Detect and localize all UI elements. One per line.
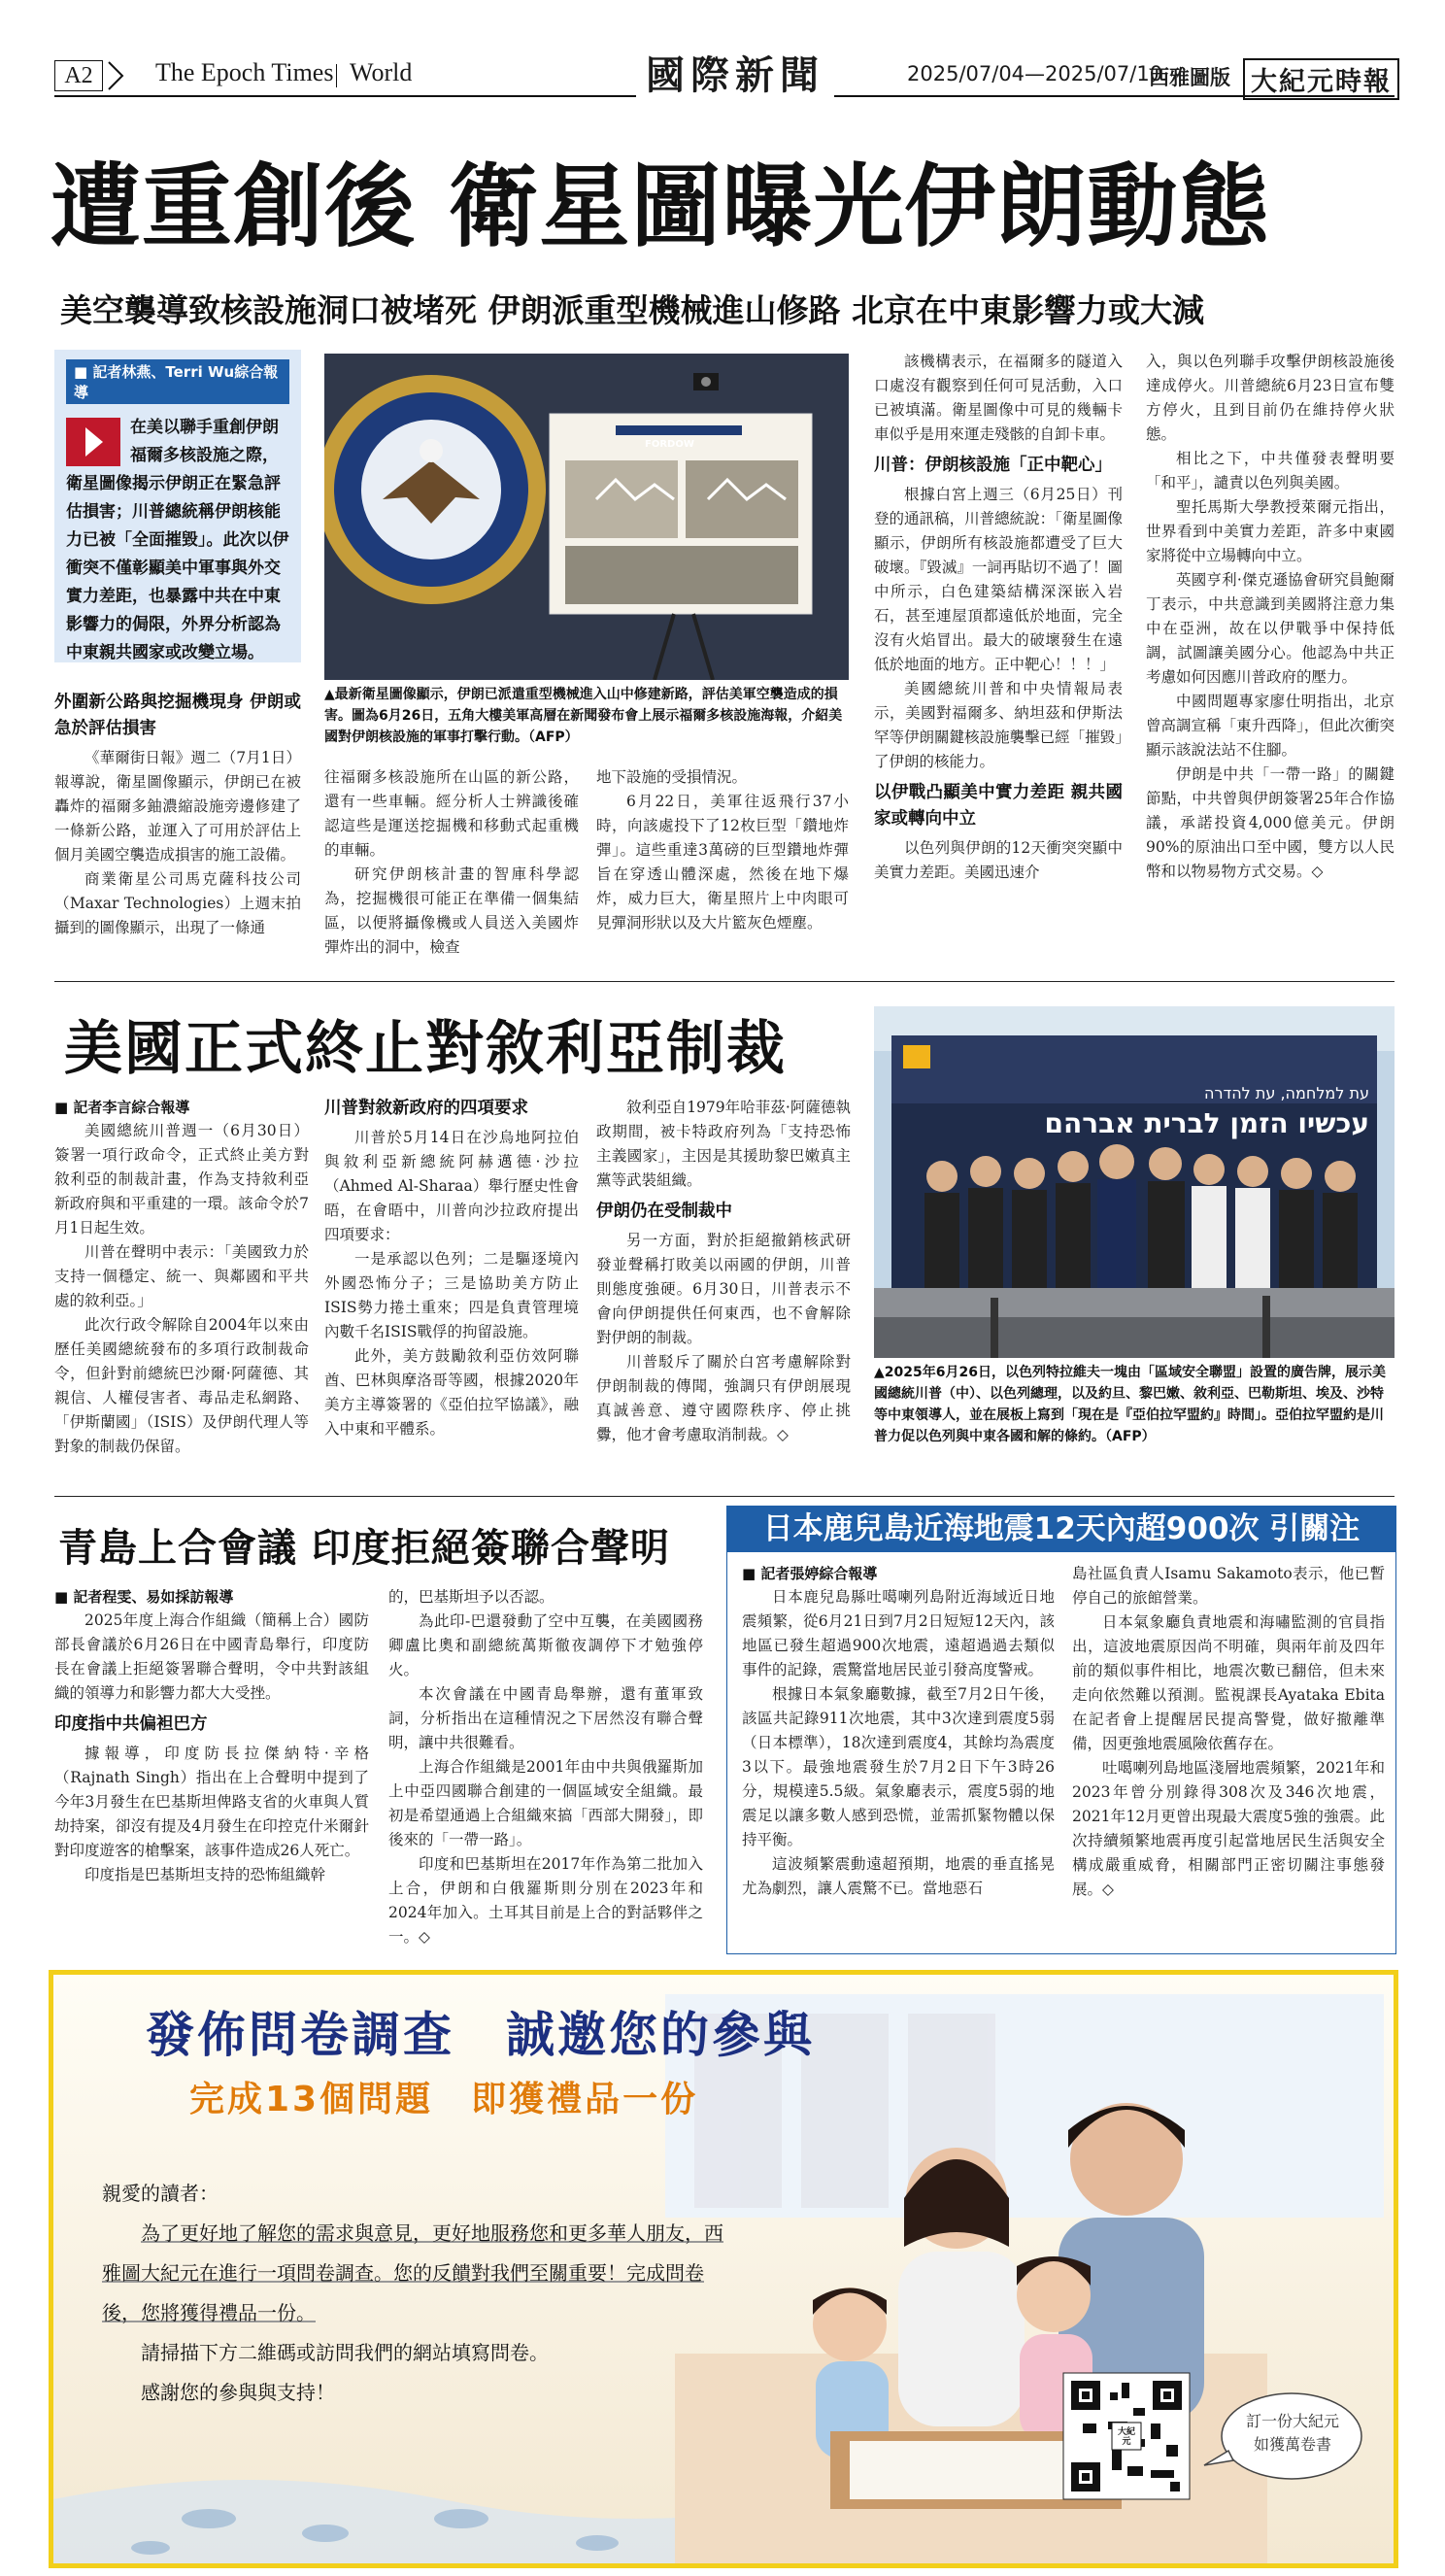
article2-column-2 [324, 1096, 579, 1484]
ad-thanks: 感謝您的參與與支持！ [141, 2381, 335, 2404]
paragraph: 敘利亞自1979年哈菲茲·阿薩德執政期間，被卡特政府列為「支持恐怖主義國家」，主因是其援助黎巴嫩真主黨等武裝組織。 [596, 1099, 851, 1189]
byline: ■ 記者張婷綜合報導 [742, 1562, 1055, 1585]
subheading: 川普對敘新政府的四項要求 [324, 1099, 528, 1118]
paragraph: 印度和巴基斯坦在2017年作為第二批加入上合，伊朗和白俄羅斯則分別在2023年和2024年加入。土耳其目前是上合的對話夥伴之一。◇ [388, 1855, 703, 1946]
paragraph: 根據白宮上週三（6月25日）刊登的通訊稿，川普總統說：「衛星圖像顯示，伊朗所有核設施都遭受了巨大破壞。『毀滅』一詞再貼切不過了！圖中所示，白色建築結構深深嵌入岩石，甚至連屋頂都遠低於地面，完全沒有火焰冒出。最大的破壞發生在遠低於地面的地方。正中靶心！！！」 [874, 486, 1123, 673]
ad-letter [102, 2174, 723, 2413]
summary-box [54, 350, 301, 662]
article1-column-5 [1146, 350, 1395, 962]
subheading: 印度指中共偏袒巴方 [54, 1714, 208, 1734]
byline-tag: ■ 記者林燕、Terri Wu綜合報導 [66, 359, 289, 404]
paragraph: 往福爾多核設施所在山區的新公路，還有一些車輛。經分析人士辨識後確認這些是運送挖掘機和移動式起重機的車輛。 [324, 768, 579, 859]
billboard-main-text: עכשיו הזמן לברית אברהם [1044, 1107, 1369, 1139]
article3-column-2 [388, 1585, 703, 1952]
paragraph: 英國亨利·傑克遜協會研究員鮑爾丁表示，中共意識到美國將注意力集中在亞洲，故在以伊戰爭中保持低調，試圖讓美國分心。他認為中共正考慮如何因應川普政府的壓力。 [1146, 571, 1395, 686]
page-number: A2 [54, 60, 103, 91]
paragraph: 《華爾街日報》週二（7月1日）報導說，衛星圖像顯示，伊朗已在被轟炸的福爾多鈾濃縮設施旁邊修建了一條新公路，並運入了可用於評估上個月美國空襲造成損害的施工設備。 [54, 749, 301, 864]
byline: ■ 記者程雯、易如採訪報導 [54, 1585, 369, 1609]
india-headline: 青島上合會議 印度拒絕簽聯合聲明 [58, 1526, 670, 1571]
paragraph: 吐噶喇列島地區淺層地震頻繁，2021年和2023年曾分別錄得308次及346次地震，2021年12月更曾出現最大震度5強的強震。此次持續頻繁地震再度引起當地居民生活與安全構成嚴重威脅，相關部門正密切關注事態發展。◇ [1072, 1759, 1385, 1898]
ad-cta-bubble: 訂一份大紀元 如獲萬卷書 [1245, 2412, 1339, 2454]
paragraph: 伊朗是中共「一帶一路」的關鍵節點，中共曾與伊朗簽署25年合作協議，承諾投資4,000億美元。伊朗90%的原油出口至中國，雙方以人民幣和以物易物方式交易。◇ [1146, 765, 1395, 880]
syria-headline: 美國正式終止對敘利亞制裁 [64, 1015, 787, 1083]
photo-caption: ▲2025年6月26日，以色列特拉維夫一塊由「區域安全聯盟」設置的廣告牌，展示美國總統川普（中）、以色列總理，以及約旦、黎巴嫩、敘利亞、巴勒斯坦、埃及、沙特等中東領導人，並在展板上寫到「現在是『亞伯拉罕盟約』時間」。亞伯拉罕盟約是川普力促以色列與中東各國和解的條約。（AFP） [874, 1365, 1386, 1444]
photo-caption: ▲最新衛星圖像顯示，伊朗已派遣重型機械進入山中修建新路，評估美軍空襲造成的損害。圖為6月26日，五角大樓美軍高層在新聞發布會上展示福爾多核設施海報，介紹美國對伊朗核設施的軍事打擊行動。（AFP） [324, 687, 843, 745]
ad-title: 發佈問卷調查 誠邀您的參與 [146, 2007, 815, 2063]
article2-column-1 [54, 1096, 309, 1484]
japan-headline: 日本鹿兒島近海地震12天內超900次 引關注 [726, 1506, 1396, 1552]
paragraph: 入，與以色列聯手攻擊伊朗核設施後達成停火。川普總統6月23日宣布雙方停火，且到目前仍在維持停火狀態。 [1146, 353, 1395, 443]
ad-instruction: 請掃描下方二維碼或訪問我們的網站填寫問卷。 [141, 2341, 549, 2364]
subheading: 伊朗仍在受制裁中 [596, 1202, 732, 1221]
article2-column-3 [596, 1096, 851, 1484]
qr-code-label: 大紀元 [1117, 2427, 1135, 2447]
header-divider [336, 64, 337, 87]
paragraph: 2025年度上海合作組織（簡稱上合）國防部長會議於6月26日在中國青島舉行，印度防長在會議上拒絕簽署聯合聲明，令中共對該組織的領導力和影響力都大大受挫。 [54, 1611, 369, 1702]
article1-column-1 [54, 684, 301, 966]
paragraph: 一是承認以色列；二是驅逐境內外國恐怖分子；三是協助美方防止ISIS勢力捲土重來；四是負責管理境內數千名ISIS戰俘的拘留設施。 [324, 1250, 579, 1340]
paragraph: 該機構表示，在福爾多的隧道入口處沒有觀察到任何可見活動，入口已被填滿。衛星圖像中可見的幾輛卡車似乎是用來運走殘骸的自卸卡車。 [874, 353, 1123, 443]
ad-greeting: 親愛的讀者： [102, 2182, 218, 2205]
summary-text [66, 414, 289, 667]
paragraph: 上海合作組織是2001年由中共與俄羅斯加上中亞四國聯合創建的一個區域安全組織。最初是希望通過上合組織來搞「西部大開發」，即後來的「一帶一路」。 [388, 1758, 703, 1848]
paragraph: 美國總統川普和中央情報局表示，美國對福爾多、納坦茲和伊斯法罕等伊朗關鍵核設施襲擊已經「摧毀」了伊朗的核能力。 [874, 680, 1123, 770]
paragraph: 川普在聲明中表示：「美國致力於支持一個穩定、統一、與鄰國和平共處的敘利亞。」 [54, 1243, 309, 1309]
ad-subtitle: 完成13個問題 即獲禮品一份 [189, 2080, 699, 2119]
article4-column-1 [742, 1562, 1055, 1947]
article4-column-2 [1072, 1562, 1385, 1947]
subheading: 川普：伊朗核設施「正中靶心」 [874, 456, 1112, 475]
paragraph: 6月22日，美軍往返飛行37小時，向該處投下了12枚巨型「鑽地炸彈」。這些重達3萬磅的巨型鑽地炸彈旨在穿透山體深處，然後在地下爆炸，威力巨大，衛星照片上中肉眼可見彈洞形狀以及大片籃灰色煙塵。 [596, 793, 849, 932]
paragraph: 根據日本氣象廳數據，截至7月2日午後，該區共記錄911次地震，其中3次達到震度5弱（日本標準），18次達到震度4，其餘均為震度3以下。最強地震發生於7月2日下午3時26分，規模達5.5級。氣象廳表示，震度5弱的地震足以讓多數人感到恐慌，並需抓緊物體以保持平衡。 [742, 1685, 1055, 1848]
paragraph: 為此印-巴還發動了空中互襲，在美國國務卿盧比奧和副總統萬斯徹夜調停下才勉強停火。 [388, 1612, 703, 1678]
paragraph: 島社區負責人Isamu Sakamoto表示，他已暫停自己的旅館營業。 [1072, 1565, 1385, 1607]
chevron-right-icon [105, 60, 126, 91]
article1-column-4 [874, 350, 1123, 962]
paragraph: 川普於5月14日在沙烏地阿拉伯與敘利亞新總統阿赫邁德·沙拉（Ahmed Al-Sharaa）舉行歷史性會晤，在會晤中，川普向沙拉政府提出四項要求： [324, 1129, 579, 1243]
paragraph: 的，巴基斯坦予以否認。 [388, 1588, 554, 1606]
section-english: World [350, 58, 413, 86]
issue-date: 2025/07/04—2025/07/10 [907, 62, 1163, 85]
paragraph: 此外，美方鼓勵敘利亞仿效阿聯酋、巴林與摩洛哥等國，根據2020年美方主導簽署的《亞伯拉罕協議》，融入中東和平體系。 [324, 1347, 579, 1438]
play-arrow-icon [66, 418, 120, 466]
paragraph: 商業衛星公司馬克薩科技公司（Maxar Technologies）上週末拍攝到的圖像顯示，出現了一條通 [54, 870, 301, 936]
paragraph: 研究伊朗核計畫的智庫科學認為，挖掘機很可能正在準備一個集結區，以便將攝像機或人員送入美國炸彈炸出的洞中，檢查 [324, 865, 579, 956]
paragraph: 地下設施的受損情況。 [596, 768, 748, 786]
paragraph: 日本氣象廳負責地震和海嘯監測的官員指出，這波地震原因尚不明確，與兩年前及四年前的類似事件相比，地震次數已翻倍，但未來走向依然難以預測。監視課長Ayataka Ebita在記者會上提醒居民提高警覺，做好撤離準備，因更強地震風險依舊存在。 [1072, 1613, 1385, 1752]
paragraph: 日本鹿兒島縣吐噶喇列島附近海域近日地震頻繁，從6月21日到7月2日短短12天內，該地區已發生超過900次地震，遠超過過去類似事件的記錄，震驚當地居民並引發高度警戒。 [742, 1588, 1055, 1678]
subheading: 外圍新公路與挖掘機現身 伊朗或急於評估損害 [54, 693, 301, 738]
survey-advertisement [49, 1970, 1398, 2568]
edition-label: 西雅圖版 [1149, 66, 1230, 89]
poster-label: FORDOW [645, 439, 694, 450]
ad-body: 為了更好地了解您的需求與意見，更好地服務您和更多華人朋友，西雅圖大紀元在進行一項問卷調查。您的反饋對我們至關重要！完成問卷後，您將獲得禮品一份。 [102, 2221, 723, 2324]
paragraph: 聖托馬斯大學教授萊爾元指出，世界看到中美實力差距，許多中東國家將從中立場轉向中立。 [1146, 498, 1395, 564]
section-title: 國際新聞 [636, 45, 834, 100]
section-divider [54, 1496, 1395, 1497]
billboard-photo [874, 1006, 1395, 1358]
byline: ■ 記者李言綜合報導 [54, 1096, 309, 1119]
summary-body: 在美以聯手重創伊朗福爾多核設施之際，衛星圖像揭示伊朗正在緊急評估損害；川普總統稱伊朗核能力已被「全面摧毀」。此次以伊衝突不僅彰顯美中軍事與外交實力差距，也暴露中共在中東影響力的侷限，外界分析認為中東親共國家或改變立場。 [66, 418, 289, 662]
paragraph: 中國問題專家廖仕明指出，北京曾高調宣稱「東升西降」，但此次衝突顯示該說法站不住腳。 [1146, 693, 1395, 759]
subheading: 以伊戰凸顯美中實力差距 親共國家或轉向中立 [874, 783, 1123, 829]
article3-column-1 [54, 1585, 369, 1952]
pentagon-photo [324, 354, 849, 680]
paragraph: 另一方面，對於拒絕撤銷核武研發並聲稱打敗美以兩國的伊朗，川普則態度強硬。6月30日，川普表示不會向伊朗提供任何東西，也不會解除對伊朗的制裁。 [596, 1232, 851, 1346]
paragraph: 此次行政令解除自2004年以來由歷任美國總統發布的多項行政制裁命令，但針對前總統巴沙爾·阿薩德、其親信、人權侵害者、毒品走私網路、「伊斯蘭國」（ISIS）及伊朗代理人等對象的制裁仍保留。 [54, 1316, 309, 1455]
article1-column-2 [324, 765, 579, 960]
article1-column-3 [596, 765, 849, 960]
paragraph: 以色列與伊朗的12天衝突突顯中美實力差距。美國迅速介 [874, 839, 1123, 881]
paragraph: 據報導，印度防長拉傑納特·辛格（Rajnath Singh）指出在上合聲明中提到了今年3月發生在巴基斯坦俾路支省的火車與人質劫持案，卻沒有提及4月發生在印控克什米爾針對印度遊客的槍擊案，該事件造成26人死亡。 [54, 1745, 369, 1859]
section-divider [54, 981, 1395, 982]
paragraph: 美國總統川普週一（6月30日）簽署一項行政命令，正式終止美方對敘利亞的制裁計畫，作為支持敘利亞新政府與和平重建的一環。該命令於7月1日起生效。 [54, 1122, 309, 1237]
survey-qr-code[interactable] [1063, 2373, 1190, 2499]
paragraph: 川普駁斥了關於白宮考慮解除對伊朗制裁的傳聞，強調只有伊朗展現真誠善意、遵守國際秩序、停止挑釁，他才會考慮取消制裁。◇ [596, 1353, 851, 1443]
billboard-top-text: עת למלחמה, עת להדרה [1204, 1084, 1369, 1102]
paragraph: 這波頻繁震動遠超預期，地震的垂直搖晃尤為劇烈，讓人震驚不已。當地惡石 [742, 1855, 1055, 1897]
masthead-logo: 大紀元時報 [1243, 58, 1399, 100]
paragraph: 相比之下，中共僅發表聲明要「和平」，譴責以色列與美國。 [1146, 450, 1395, 491]
brand-name: The Epoch Times [155, 58, 334, 86]
main-headline: 遭重創後 衛星圖曝光伊朗動態 [50, 153, 1270, 259]
main-deck: 美空襲導致核設施洞口被堵死 伊朗派重型機械進山修路 北京在中東影響力或大減 [60, 291, 1204, 329]
paragraph: 印度指是巴基斯坦支持的恐怖組織幹 [84, 1866, 326, 1883]
paragraph: 本次會議在中國青島舉辦，還有董軍致詞，分析指出在這種情況之下居然沒有聯合聲明，讓中共很難看。 [388, 1685, 703, 1751]
